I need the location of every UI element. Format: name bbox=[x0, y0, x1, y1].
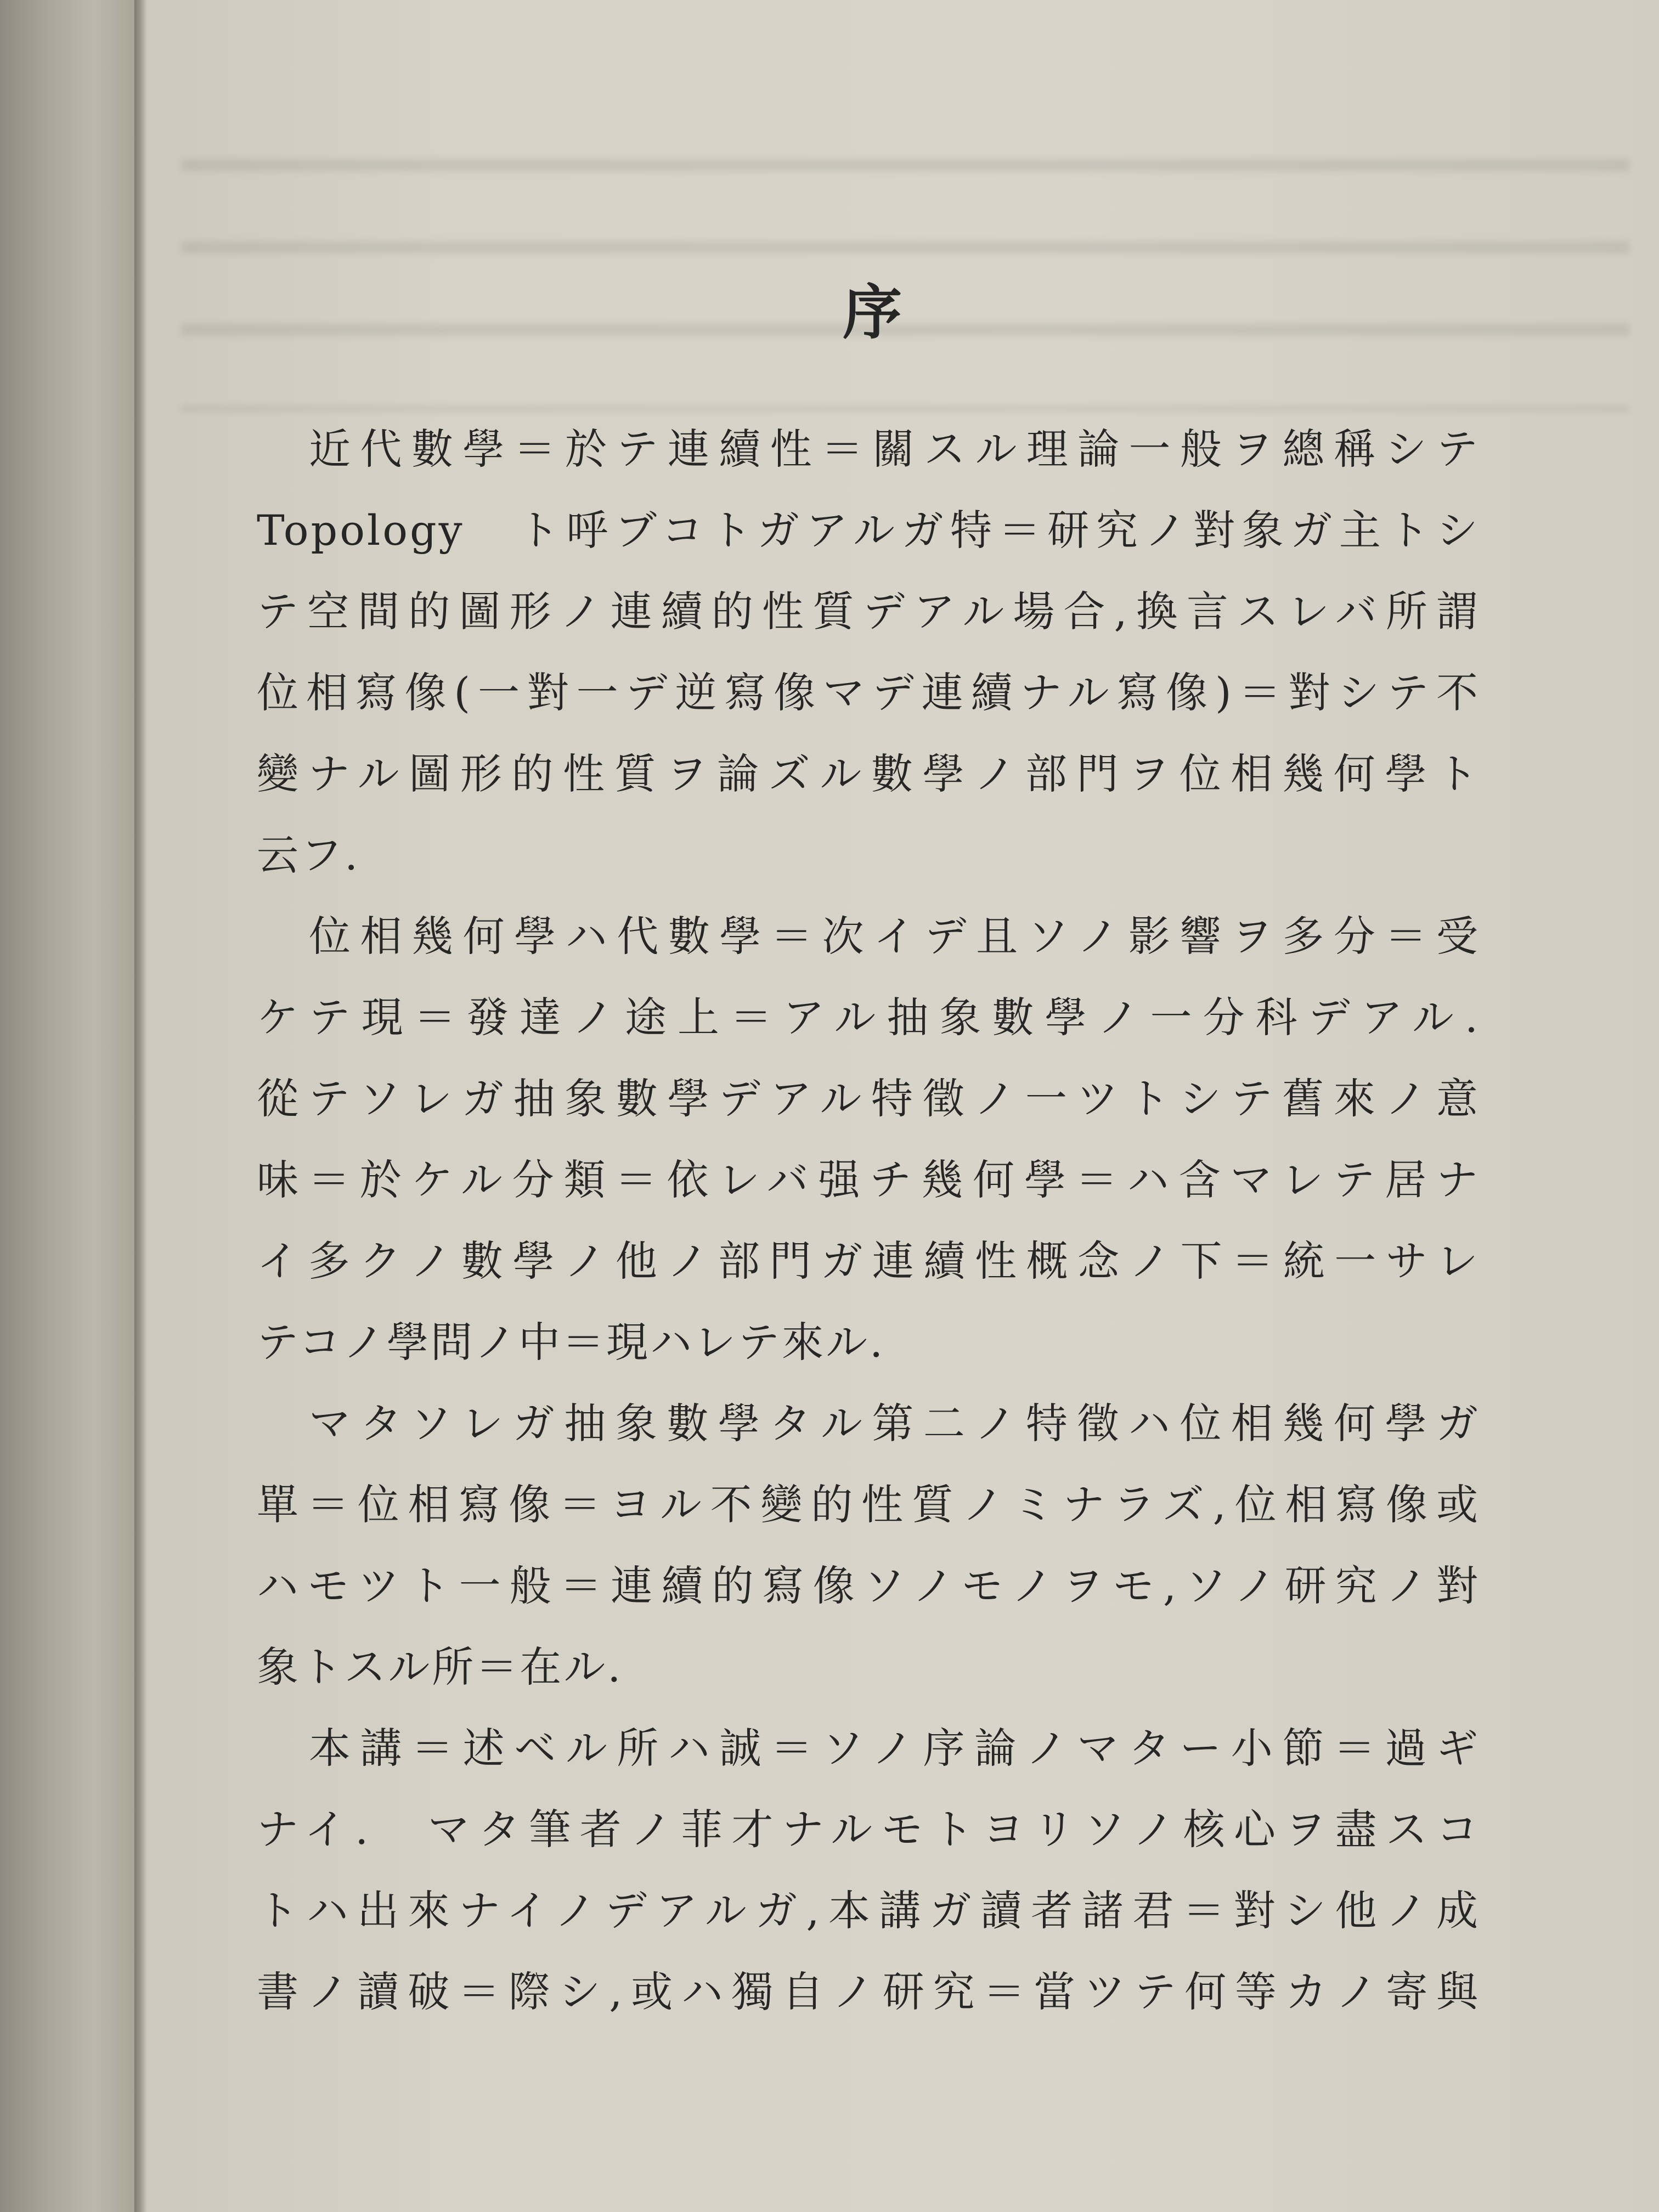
text-line: 從テソレガ抽象數學デアル特徵ノ一ツトシテ舊來ノ意 bbox=[257, 1074, 1480, 1123]
text-line: 本講＝述ベル所ハ誠＝ソノ序論ノマター小節＝過ギ bbox=[309, 1724, 1480, 1773]
text-line: 象トスル所＝在ル. bbox=[257, 1643, 623, 1691]
text-line: イ多クノ數學ノ他ノ部門ガ連續性概念ノ下＝統一サレ bbox=[257, 1237, 1480, 1285]
show-through-text bbox=[181, 93, 1629, 411]
text-line: Topology ト呼ブコトガアルガ特＝研究ノ對象ガ主トシ bbox=[257, 506, 1480, 555]
text-line: 變ナル圖形的性質ヲ論ズル數學ノ部門ヲ位相幾何學ト bbox=[257, 749, 1480, 798]
text-line: ケテ現＝發達ノ途上＝アル抽象數學ノ一分科デアル. bbox=[257, 993, 1480, 1042]
text-line: ナイ. マタ筆者ノ菲才ナルモトヨリソノ核心ヲ盡スコ bbox=[257, 1805, 1480, 1854]
text-line: 單＝位相寫像＝ヨル不變的性質ノミナラズ,位相寫像或 bbox=[257, 1480, 1480, 1529]
text-line: トハ出來ナイノデアルガ,本講ガ讀者諸君＝對シ他ノ成 bbox=[257, 1886, 1480, 1935]
text-line: 書ノ讀破＝際シ,或ハ獨自ノ研究＝當ツテ何等カノ寄與 bbox=[257, 1967, 1480, 2016]
section-heading: 序 bbox=[842, 278, 902, 347]
text-line: 位相寫像(一對一デ逆寫像マデ連續ナル寫像)＝對シテ不 bbox=[257, 668, 1480, 717]
text-line: 位相幾何學ハ代數學＝次イデ且ソノ影響ヲ多分＝受 bbox=[309, 912, 1480, 961]
text-line: 味＝於ケル分類＝依レバ强チ幾何學＝ハ含マレテ居ナ bbox=[257, 1155, 1480, 1204]
book-gutter bbox=[0, 0, 134, 2212]
text-line: 近代數學＝於テ連續性＝關スル理論一般ヲ總稱シテ bbox=[309, 425, 1480, 473]
body-text bbox=[257, 409, 1480, 2033]
text-line: テコノ學問ノ中＝現ハレテ來ル. bbox=[257, 1318, 885, 1367]
text-line: 云フ. bbox=[257, 831, 360, 879]
page-edge-shadow bbox=[134, 0, 146, 2212]
text-line: テ空間的圖形ノ連續的性質デアル場合,換言スレバ所謂 bbox=[257, 587, 1480, 636]
text-line: マタソレガ抽象數學タル第二ノ特徵ハ位相幾何學ガ bbox=[309, 1399, 1480, 1448]
text-line: ハモツト一般＝連續的寫像ソノモノヲモ,ソノ研究ノ對 bbox=[257, 1561, 1480, 1610]
